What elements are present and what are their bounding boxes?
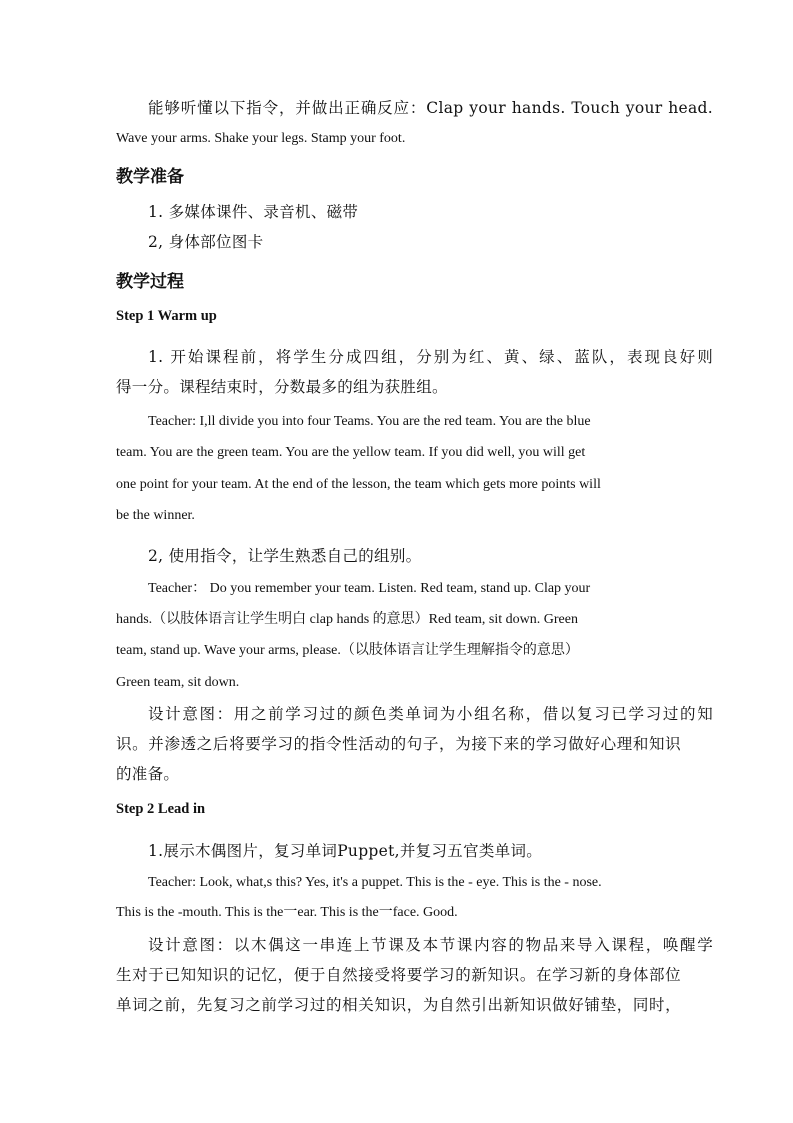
preparation-item-2: 2, 身体部位图卡 [148,233,264,251]
teacher-dialogue-2-line-2: hands.（以肢体语言让学生明白 clap hands 的意思）Red team, sit down. Green [116,612,578,627]
heading-teaching-process: 教学过程 [116,272,184,292]
teacher-dialogue-1-line-1: Teacher: I,ll divide you into four Teams. You are the red team. You are the blue [148,414,591,429]
teacher-dialogue-1-line-2: team. You are the green team. You are the yellow team. If you did well, you will get [116,445,586,460]
teacher-dialogue-3-line-1: Teacher: Look, what,s this? Yes, it's a puppet. This is the - eye. This is the - nose. [148,875,602,890]
design-intent-2-line-2: 生对于已知知识的记忆，便于自然接受将要学习的新知识。在学习新的身体部位 [116,966,681,984]
step1-paragraph-2: 2, 使用指令，让学生熟悉自己的组别。 [148,547,422,565]
design-intent-2-line-3: 单词之前，先复习之前学习过的相关知识，为自然引出新知识做好铺垫，同时， [116,996,681,1014]
design-intent-1-line-1: 设计意图：用之前学习过的颜色类单词为小组名称，借以复习已学习过的知 [148,705,713,723]
step-2-heading: Step 2 Lead in [116,801,206,817]
teacher-dialogue-3-line-2: This is the -mouth. This is the一ear. This is the一face. Good. [116,905,458,920]
objective-line-1: 能够听懂以下指令，并做出正确反应：Clap your hands. Touch your head. [148,99,713,117]
teacher-dialogue-2-line-3: team, stand up. Wave your arms, please.（以肢体语言让学生理解指令的意思） [116,643,579,658]
step1-paragraph-1-line-1: 1. 开始课程前，将学生分成四组，分别为红、黄、绿、蓝队，表现良好则 [148,348,713,366]
preparation-item-1: 1. 多媒体课件、录音机、磁带 [148,203,359,221]
design-intent-1-line-2: 识。并渗透之后将要学习的指令性活动的句子，为接下来的学习做好心理和知识 [116,735,681,753]
step2-paragraph-1: 1.展示木偶图片，复习单词Puppet,并复习五官类单词。 [148,842,543,860]
step1-paragraph-1-line-2: 得一分。课程结束时，分数最多的组为获胜组。 [116,378,448,396]
heading-teaching-preparation: 教学准备 [116,167,184,187]
objective-line-2: Wave your arms. Shake your legs. Stamp your foot. [116,131,406,146]
design-intent-2-line-1: 设计意图：以木偶这一串连上节课及本节课内容的物品来导入课程，唤醒学 [148,936,713,954]
teacher-dialogue-1-line-3: one point for your team. At the end of the lesson, the team which gets more points will [116,477,601,492]
teacher-dialogue-1-line-4: be the winner. [116,508,195,523]
design-intent-1-line-3: 的准备。 [116,765,180,783]
step-1-heading: Step 1 Warm up [116,308,217,324]
teacher-dialogue-2-line-4: Green team, sit down. [116,675,240,690]
teacher-dialogue-2-line-1: Teacher： Do you remember your team. Listen. Red team, stand up. Clap your [148,581,591,596]
